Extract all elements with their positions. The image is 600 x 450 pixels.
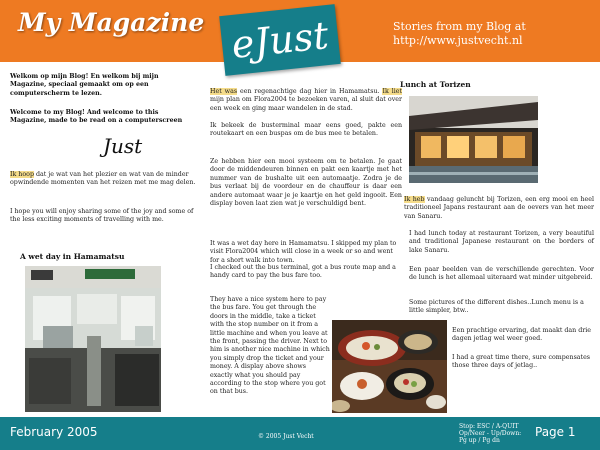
col3-para1: [404, 196, 594, 221]
col3-para2: I had lunch today at restaurant Torizen, a very beautiful and traditional Japanese restaurant on the borders of lake Sanaru.: [409, 230, 594, 254]
copyright: © 2005 Just Vecht: [258, 433, 314, 440]
col2-para2: Ik bekeek de busterminal maar eens goed, pakte een routekaart en een buspas om de bus mee te betalen.: [210, 122, 402, 138]
col2-para6: They have a nice system here to pay the bus fare. You get through the doors in the middle, take a ticket with the stop number on it from a little machine and when you leave at the front, passing the driver. Next to him is another nice machine in which you simply drop the ticket and your money. A display above shows exactly what you should pay according to the stop where you got on that bus.: [210, 296, 330, 396]
nav-help-updown: Op/Neer - Up/Down:: [459, 430, 522, 437]
col3-para3: Een paar beelden van de verschillende gerechten. Voor de lunch is het allemaal uiteraard wat minder uitgebreid.: [409, 266, 594, 282]
heading-wet-day: A wet day in Hamamatsu: [20, 252, 125, 261]
hope-nl: [10, 171, 202, 188]
highlight-ik-liet: Ik liet: [382, 88, 402, 95]
ejust-logo: [219, 4, 341, 76]
magazine-title: My Magazine: [18, 8, 205, 37]
intro-en: Welcome to my Blog! And welcome to this Magazine, made to be read on a computerscreen: [10, 109, 183, 125]
heading-lunch-torizen: Lunch at Torizen: [400, 80, 471, 89]
col3-para6: I had a great time there, sure compensates those three days of jetlag..: [452, 354, 591, 370]
tagline: [393, 20, 526, 48]
navigation-help: [459, 423, 521, 444]
footer-bar: [0, 417, 600, 450]
hope-en: I hope you will enjoy sharing some of the joy and some of the less exciting moments of travelling with me.: [10, 208, 194, 224]
logo-text: eJust: [229, 13, 331, 67]
col2-para3: Ze hebben hier een mooi systeem om te betalen. Je gaat door de middendeuren binnen en pakt een kaartje met het nummer van de bushalte uit een automaatje. Zodra je de bus verlaat bij de voordeur en de chauffeur is daar een andere automaat waar je je kaartje en het geld ingooit. Een display boven laat zien wat je verschuldigd bent.: [210, 158, 402, 208]
col3-para1-text: vandaag geluncht bij Torizen, een erg mooi en heel traditioneel Japans restaurant aan de oevers van het meer van Sanaru.: [404, 196, 595, 220]
restaurant-photo: [409, 96, 538, 183]
hope-nl-text: dat je wat van het plezier en wat van de minder opwindende momenten van het reizen met me mag delen.: [10, 171, 196, 187]
col2-para1: [210, 88, 402, 113]
signature: Just: [103, 134, 143, 158]
tagline-line2: http://www.justvecht.nl: [393, 34, 523, 47]
nav-help-quit: Stop: ESC / A-QUIT: [459, 423, 519, 430]
col2-para4: It was a wet day here in Hamamatsu. I skipped my plan to visit Flora2004 which will close in a week or so and went for a short walk into town.: [210, 240, 397, 264]
page-number: Page 1: [535, 425, 576, 439]
intro-nl: Welkom op mijn Blog! En welkom bij mijn Magazine, speciaal gemaakt om op een computerscherm te lezen.: [10, 73, 159, 97]
issue-date: February 2005: [10, 425, 98, 439]
col2-para1-b: mijn plan om Flora2004 te bezoeken varen, al sluit dat over een week en ging maar wandelen in de stad.: [210, 96, 402, 112]
food-photo: [332, 320, 447, 413]
col2-para1-a: een regenachtige dag hier in Hamamatsu.: [237, 88, 383, 95]
nav-help-pages: Pg up / Pg dn: [459, 437, 500, 444]
col3-para4: Some pictures of the different dishes..Lunch menu is a little simpler, btw..: [409, 299, 584, 315]
highlight-ik-hoop: Ik hoop: [10, 171, 34, 178]
highlight-ik-heb: Ik heb: [404, 196, 425, 203]
highlight-het-was: Het was: [210, 88, 238, 95]
tagline-line1: Stories from my Blog at: [393, 20, 526, 33]
bus-photo: [25, 266, 161, 412]
col2-para5: I checked out the bus terminal, got a bus route map and a handy card to pay the bus fare too.: [210, 264, 396, 280]
col3-para5: Een prachtige ervaring, dat maakt dan drie dagen jetlag wel weer goed.: [452, 327, 591, 343]
